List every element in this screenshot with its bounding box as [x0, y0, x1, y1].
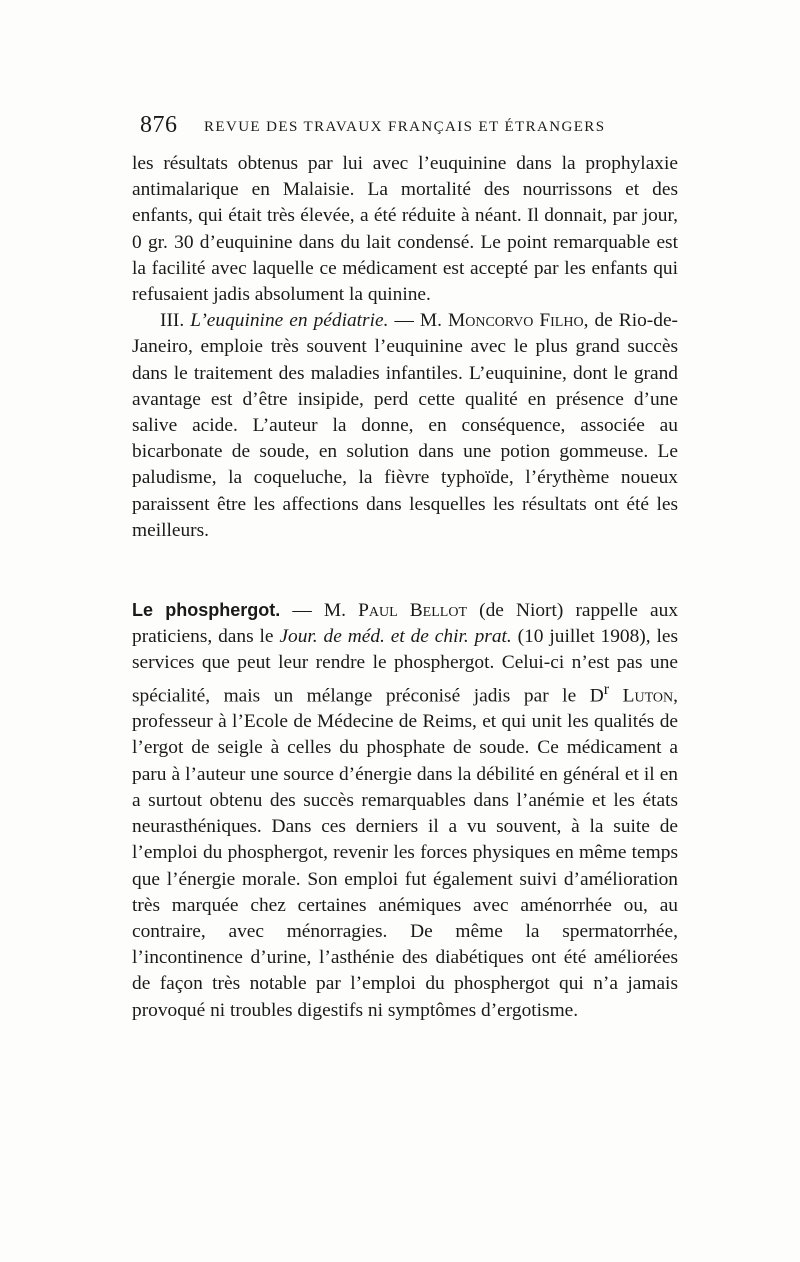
title-dash: — M. [388, 310, 448, 332]
text-block-phosphergot [132, 597, 678, 1024]
paragraph-phosphergot [132, 597, 678, 1024]
title-dash: — M. [280, 600, 359, 621]
doctor-superscript: r [603, 680, 610, 698]
running-head: REVUE DES TRAVAUX FRANÇAIS ET ÉTRANGERS [204, 119, 606, 135]
section-title: Le phosphergot. [132, 600, 281, 620]
paragraph-text: , de Rio-de-Janeiro, emploie très souvent l’euquinine avec le plus grand succès dans le traitement des maladies infantiles. L’euquinine, dont le grand avantage est d’être insipide, perd cette qualité en présence d’une salive acide. L’auteur la donne, en conséquence, associée au bicarbonate de soude, en solution dans une potion gommeuse. Le paludisme, la coqueluche, la fièvre typhoïde, l’érythème noueux paraissent être les affections dans lesquelles les résultats ont été les meilleurs. [132, 310, 679, 541]
author-name: Moncorvo Filho [448, 310, 584, 332]
section-title: L’euquinine en pédiatrie. [190, 310, 389, 332]
author-name-luton: Luton [622, 685, 674, 707]
author-name: Paul Bellot [358, 600, 467, 621]
paragraph-euquinine-malaisie [132, 151, 678, 308]
page-number: 876 [140, 112, 178, 138]
paragraph-euquinine-pediatrie [132, 308, 678, 544]
paragraph-text: les résultats obtenus par lui avec l’euquinine dans la prophylaxie antimalarique en Malaisie. La mortalité des nourrissons et des enfants, qui était très élevée, a été réduite à néant. Il donnait, par jour, 0 gr. 30 d’euquinine dans du lait condensé. Le point remarquable est la facilité avec laquelle ce médicament est accepté par les enfants qui refusaient jadis absolument la quinine. [132, 153, 678, 306]
text-block-top [132, 151, 678, 544]
page-header [140, 112, 680, 142]
journal-title: Jour. de méd. et de chir. prat. [279, 626, 512, 648]
paragraph-text-3: , professeur à l’Ecole de Médecine de Reims, et qui unit les qualités de l’ergot de seigle à celles du phosphate de soude. Ce médicament a paru à l’auteur une source d’énergie dans la débilité en général et il en a surtout obtenu des succès remarquables dans l’anémie et les états neurasthéniques. Dans ces derniers il a vu souvent, à la suite de l’emploi du phosphergot, revenir les forces physiques en même temps que l’énergie morale. Son emploi fut également suivi d’amélioration très marquée chez certaines anémiques avec aménorrhée ou, au contraire, avec ménorragies. De même la spermatorrhée, l’incontinence d’urine, l’asthénie des diabétiques ont été améliorées de façon très notable par l’emploi du phosphergot qui n’a jamais provoqué ni troubles digestifs ni symptômes d’ergotisme. [132, 685, 678, 1021]
section-number: III. [160, 310, 185, 332]
paragraph-text-2: (10 juillet 1908), les services que peut leur rendre le phosphergot. Celui-ci n’est pas une spécialité, mais un mélange préconisé jadis par le D [132, 626, 679, 707]
paragraph-text-1: (de Niort) rappelle aux praticiens, dans le [132, 600, 679, 648]
